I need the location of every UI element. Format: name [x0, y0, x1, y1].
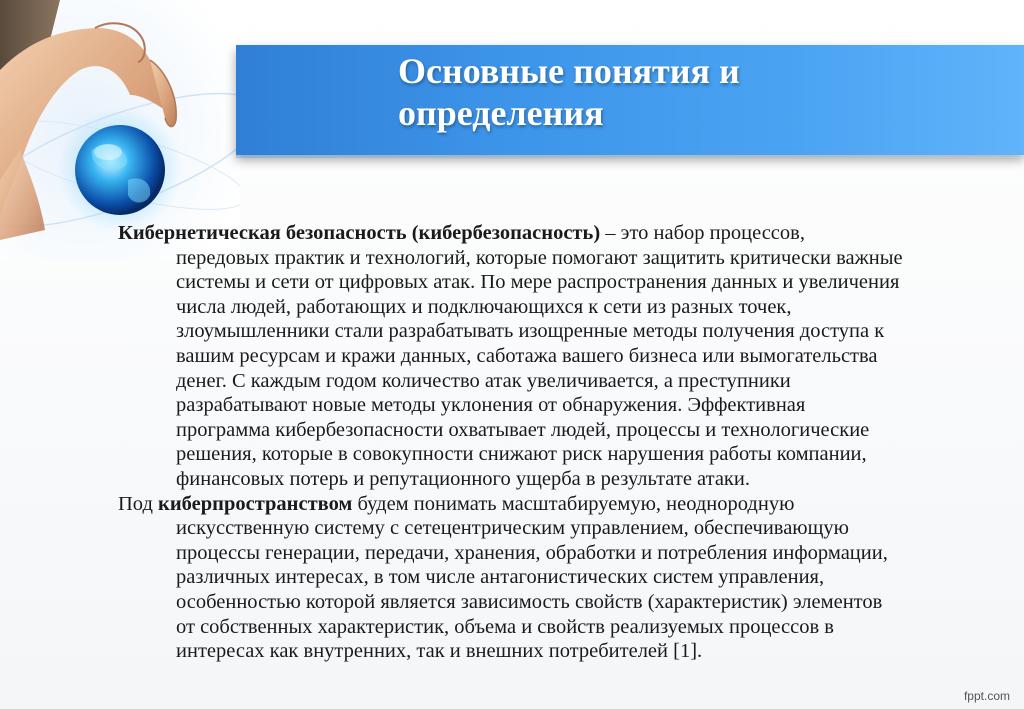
paragraph-line: злоумышленники стали разрабатывать изощренные методы получения доступа к [176, 320, 885, 343]
paragraph-line: интересах как внутренних, так и внешних потребителей [1]. [176, 640, 703, 663]
footer-brand: fppt.com [963, 689, 1010, 703]
title-line-2: определения [398, 93, 604, 133]
paragraph-line: различных интересах, в том числе антагонистических систем управления, [176, 566, 825, 589]
paragraph-lead: Под [118, 492, 159, 515]
paragraph-line: разрабатывают новые методы уклонения от обнаружения. Эффективная [176, 394, 806, 417]
paragraph-line: искусственную систему с сетецентрическим управлением, обеспечивающую [176, 517, 849, 540]
paragraph-line: от собственных характеристик, объема и свойств реализуемых процессов в [176, 615, 834, 638]
paragraph-line: процессы генерации, передачи, хранения, обработки и потребления информации, [176, 541, 888, 564]
paragraph-line: числа людей, работающих и подключающихся к сети из разных точек, [176, 295, 792, 318]
paragraph-text: – это набор процессов, [600, 222, 805, 244]
paragraph-first-line [118, 221, 1024, 246]
title-line-1: Основные понятия и [398, 51, 740, 91]
paragraph-line: решения, которые в совокупности снижают риск нарушения работы компании, [176, 443, 867, 466]
paragraph-text: будем понимать масштабируемую, неоднородную [352, 492, 795, 515]
paragraph-line: финансовых потерь и репутационного ущерба в результате атаки. [176, 467, 750, 490]
paragraph-line: денег. С каждым годом количество атак увеличивается, а преступники [176, 369, 791, 392]
paragraph-line: особенностью которой является зависимость свойств (характеристик) элементов [176, 590, 883, 613]
definition-cybersecurity [118, 221, 1024, 492]
paragraph-first-line [118, 492, 1024, 517]
page-title [398, 50, 998, 134]
paragraph-line: передовых практик и технологий, которые помогают защитить критически важные [176, 246, 903, 269]
paragraph-line: вашим ресурсам и кражи данных, саботажа вашего бизнеса или вымогательства [176, 344, 878, 367]
paragraph-line: программа кибербезопасности охватывает людей, процессы и технологические [176, 418, 870, 441]
term-cyberspace: киберпространством [158, 492, 353, 515]
paragraph-line: системы и сети от цифровых атак. По мере распространения данных и увеличения [176, 271, 900, 294]
slide-body [118, 221, 1024, 664]
term-cybersecurity: Кибернетическая безопасность (кибербезопасность) [118, 222, 601, 244]
definition-cyberspace [118, 492, 1024, 664]
